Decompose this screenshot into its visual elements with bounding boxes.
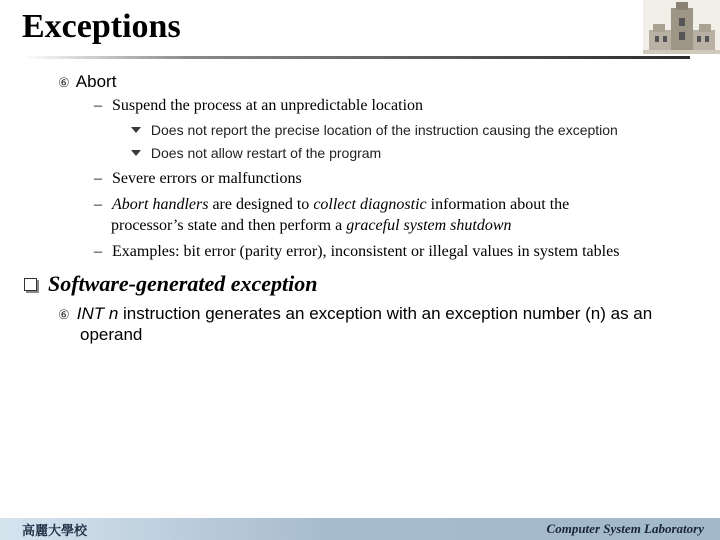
sub-sub-bullet-report: Does not report the precise location of the instruction causing the exception: [131, 122, 618, 138]
bullet-int-n: ⑥ INT n instruction generates an exception with an exception number (n) as an: [58, 304, 653, 323]
down-arrow-bullet-icon: [131, 127, 141, 133]
footer-bar: [0, 518, 720, 540]
sub-bullet-handlers-cont: processor’s state and then perform a graceful system shutdown: [111, 217, 512, 234]
dash-bullet-icon: –: [94, 97, 102, 114]
dash-bullet-icon: –: [94, 196, 102, 213]
title-divider: [22, 56, 690, 59]
sub-bullet-suspend: – Suspend the process at an unpredictable location: [94, 97, 424, 114]
checkbox-bullet-icon: [24, 278, 37, 291]
footer-university: 高麗大學校: [22, 524, 88, 539]
software-heading: Software-generated exception: [48, 271, 318, 296]
university-building-logo: [643, 0, 720, 54]
sub-bullet-severe: – Severe errors or malfunctions: [94, 170, 302, 187]
sub-bullet-examples: – Examples: bit error (parity error), inconsistent or illegal values in system tables: [94, 243, 620, 260]
bullet-int-n-cont: operand: [80, 325, 143, 344]
sub-bullet-handlers: – Abort handlers are designed to collect diagnostic information about the: [94, 196, 570, 213]
bullet-abort: [58, 72, 116, 92]
dash-bullet-icon: –: [94, 170, 102, 187]
slide-title: Exceptions: [22, 8, 181, 45]
dash-bullet-icon: –: [94, 243, 102, 260]
sub-sub-bullet-restart: Does not allow restart of the program: [131, 145, 381, 161]
abort-heading: Abort: [75, 72, 117, 91]
footer-lab: Computer System Laboratory: [546, 521, 704, 536]
down-arrow-bullet-icon: [131, 150, 141, 156]
circled-six-bullet-icon: ⑥: [58, 75, 70, 90]
circled-six-bullet-icon: ⑥: [58, 307, 70, 322]
